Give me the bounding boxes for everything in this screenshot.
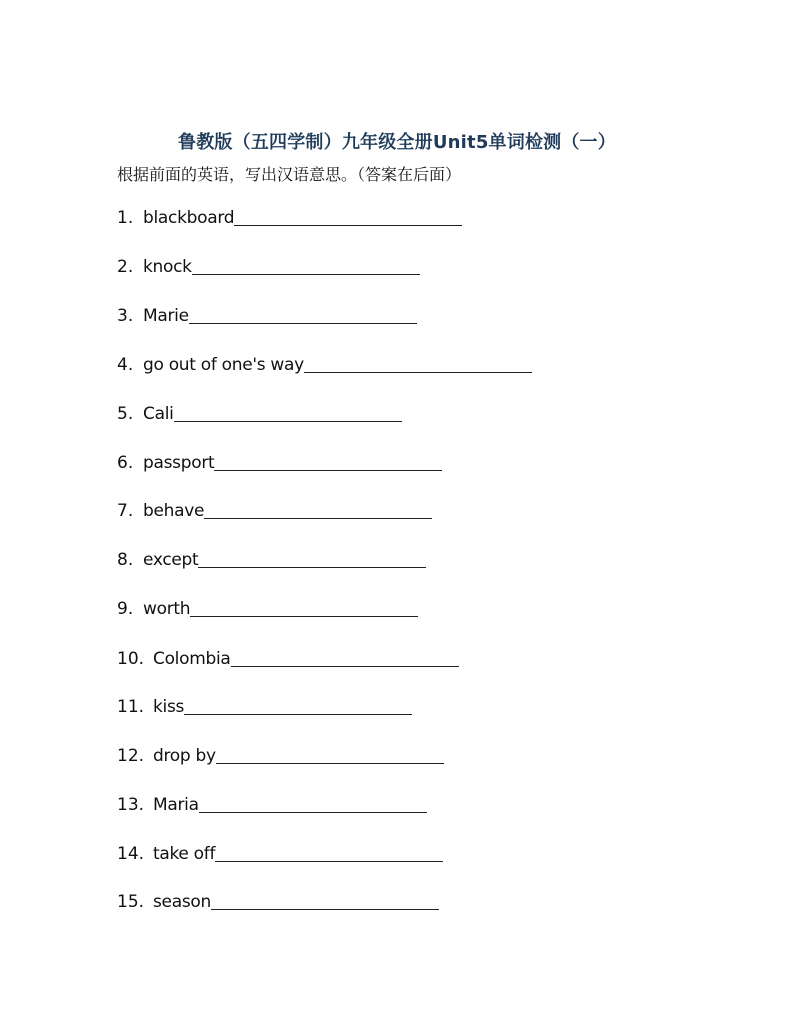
item-word: except: [143, 550, 199, 570]
vocab-item-5: [117, 401, 402, 425]
item-word: blackboard: [143, 208, 235, 228]
vocab-item-12: [117, 743, 444, 767]
vocab-item-7: [117, 498, 432, 522]
item-word: knock: [143, 257, 192, 277]
vocab-item-6: [117, 450, 442, 474]
vocab-item-8: [117, 547, 426, 571]
item-number: 11.: [117, 697, 145, 717]
item-word: go out of one's way: [143, 355, 304, 375]
answer-blank[interactable]: [211, 908, 439, 910]
vocab-item-13: [117, 792, 427, 816]
item-number: 5.: [117, 404, 134, 424]
item-number: 10.: [117, 649, 145, 669]
item-number: 15.: [117, 892, 145, 912]
item-word: drop by: [153, 746, 216, 766]
vocab-item-9: [117, 596, 418, 620]
item-word: Cali: [143, 404, 174, 424]
item-number: 2.: [117, 257, 134, 277]
item-word: Colombia: [153, 649, 231, 669]
vocab-item-14: [117, 841, 443, 865]
answer-blank[interactable]: [216, 762, 444, 764]
instruction-text: 根据前面的英语，写出汉语意思。（答案在后面）: [117, 165, 462, 184]
item-number: 9.: [117, 599, 134, 619]
answer-blank[interactable]: [234, 224, 462, 226]
item-number: 14.: [117, 844, 145, 864]
item-number: 13.: [117, 795, 145, 815]
answer-blank[interactable]: [214, 469, 442, 471]
answer-blank[interactable]: [198, 566, 426, 568]
vocab-item-4: [117, 352, 532, 376]
item-word: worth: [143, 599, 191, 619]
answer-blank[interactable]: [189, 322, 417, 324]
item-word: passport: [143, 453, 215, 473]
answer-blank[interactable]: [184, 713, 412, 715]
item-number: 6.: [117, 453, 134, 473]
item-number: 12.: [117, 746, 145, 766]
item-word: take off: [153, 844, 216, 864]
vocab-item-2: [117, 254, 420, 278]
vocab-item-11: [117, 694, 412, 718]
item-word: behave: [143, 501, 205, 521]
item-number: 8.: [117, 550, 134, 570]
answer-blank[interactable]: [204, 517, 432, 519]
answer-blank[interactable]: [192, 273, 420, 275]
answer-blank[interactable]: [190, 615, 418, 617]
answer-blank[interactable]: [199, 811, 427, 813]
answer-blank[interactable]: [215, 860, 443, 862]
vocab-item-10: [117, 646, 459, 670]
item-number: 1.: [117, 208, 134, 228]
worksheet-title: 鲁教版（五四学制）九年级全册Unit5单词检测（一）: [178, 132, 616, 153]
item-word: kiss: [153, 697, 185, 717]
item-number: 4.: [117, 355, 134, 375]
answer-blank[interactable]: [174, 420, 402, 422]
item-number: 7.: [117, 501, 134, 521]
answer-blank[interactable]: [304, 371, 532, 373]
item-number: 3.: [117, 306, 134, 326]
item-word: season: [153, 892, 211, 912]
vocab-item-1: [117, 205, 462, 229]
item-word: Marie: [143, 306, 189, 326]
vocab-item-15: [117, 889, 439, 913]
answer-blank[interactable]: [231, 665, 459, 667]
item-word: Maria: [153, 795, 199, 815]
vocab-item-3: [117, 303, 417, 327]
